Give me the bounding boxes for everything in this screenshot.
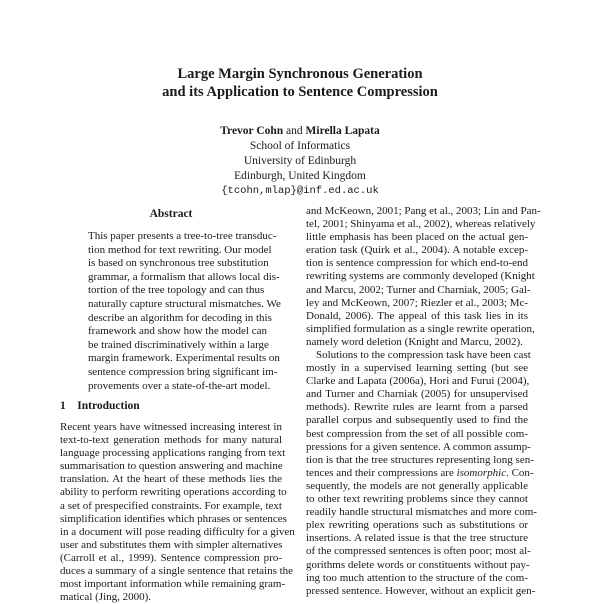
affiliation-line: Edinburgh, United Kingdom: [234, 170, 366, 182]
text-line: Donald, 2006). The appeal of this task lies in its: [306, 309, 528, 322]
intro-body: [60, 421, 295, 604]
text-line: naturally capture structural mismatches. We: [88, 297, 281, 310]
author-conjunction: and: [286, 125, 303, 137]
text-line: plex rewriting operations such as substitutions or: [306, 519, 528, 532]
text-line: translation. At the heart of these methods lies the: [60, 473, 282, 486]
text-line: simplified formulation as a single rewrite operation,: [306, 322, 535, 335]
right-paragraph-2: [306, 349, 537, 598]
text-line: margin framework. Experimental results on: [88, 352, 280, 365]
abstract-heading: Abstract: [149, 208, 193, 220]
section-heading: [60, 400, 282, 412]
authors: [0, 125, 600, 137]
affiliation-line: School of Informatics: [249, 140, 351, 152]
text-line: of the compressed sentences is often poor; most al-: [306, 545, 531, 558]
author-1: Trevor Cohn: [220, 125, 284, 137]
text-line: eration task (Quirk et al., 2004). A notable excep-: [306, 244, 528, 257]
text-line: a set of prespecified constraints. For example, text: [60, 499, 282, 512]
text-line: ing too much attention to the structure of the com-: [306, 571, 528, 584]
text-line: grammar, a formalism that allows local dis-: [88, 270, 280, 283]
text-line: parallel corpus and subsequently used to find the: [306, 414, 528, 427]
text-line: best compression from the set of all possible com-: [306, 427, 528, 440]
text-line: provements over a state-of-the-art model.: [88, 379, 271, 392]
text-line: matical (Jing, 2000).: [60, 591, 152, 604]
author-2: Mirella Lapata: [305, 125, 380, 137]
text-line: tel, 2001; Shinyama et al., 2002), whereas relatively: [306, 218, 536, 231]
text-line: ley and McKeown, 2007; Riezler et al., 2003; Mc-: [306, 296, 529, 309]
text-line: text-to-text generation methods for many natural: [60, 434, 282, 447]
text-line: namely word deletion (Knight and Marcu, 2002).: [306, 335, 523, 348]
text-line: and Marcu, 2002; Turner and Charniak, 2005; Gal-: [306, 283, 531, 296]
text-line: simplification identifies which phrases or sentences: [60, 512, 287, 525]
text-line: and McKeown, 2001; Pang et al., 2003; Lin and Pan-: [306, 205, 541, 217]
text-line: duces a summary of a single sentence that retains the: [60, 565, 294, 578]
author-email: {tcohn,mlap}@inf.ed.ac.uk: [221, 185, 379, 197]
section-number: 1: [60, 400, 66, 412]
text-line: Clarke and Lapata (2006a), Hori and Furui (2004),: [306, 375, 530, 388]
text-line: readily handle structural mismatches and more com-: [306, 506, 537, 519]
paper-title-line-2: and its Application to Sentence Compression: [162, 84, 438, 100]
text-line: most important information while remaining gram-: [60, 578, 286, 591]
text-line: gorithms delete words or constituents without pay-: [306, 558, 530, 571]
text-line: pressed sentence. However, without an explicit gen-: [306, 584, 536, 597]
text-line: mostly in a supervised learning setting (but see: [306, 362, 528, 375]
text-line: to other text rewriting problems since they cannot: [306, 493, 528, 506]
text-line: sequently, the models are not generally applicable: [306, 479, 528, 492]
text-line: framework and show how the model can: [88, 325, 268, 338]
right-paragraph-1: [306, 205, 541, 349]
text-line: tion is sentence compression for which end-to-end: [306, 257, 528, 270]
section-title: Introduction: [77, 400, 140, 412]
text-line: Recent years have witnessed increasing interest in: [60, 421, 282, 433]
abstract-body: [88, 230, 281, 393]
text-line: sentence compression bring significant im-: [88, 365, 278, 378]
text-line: tion method for text rewriting. Our model: [88, 243, 272, 256]
text-line: is based on synchronous tree substitution: [88, 257, 269, 270]
text-line: This paper presents a tree-to-tree transduc-: [88, 230, 277, 242]
text-line: ability to perform rewriting operations according to: [60, 486, 287, 499]
text-line: tion is that the tree structures representing long sen-: [306, 453, 534, 466]
text-line: rewriting systems are commonly developed (Knight: [306, 270, 535, 283]
text-line: describe an algorithm for decoding in this: [88, 311, 272, 324]
text-line: language processing applications ranging from text: [60, 447, 286, 460]
text-line: tortion of the tree topology and can thus: [88, 284, 265, 297]
paper-title-line-1: Large Margin Synchronous Generation: [177, 66, 423, 82]
text-line: user and substitutes them with simpler alternatives: [60, 538, 283, 551]
text-line: pressions for a given sentence. A common assump-: [306, 440, 531, 453]
affiliation-line: University of Edinburgh: [243, 155, 357, 167]
text-line: tences and their compressions are isomorphic. Con-: [306, 466, 534, 479]
text-line: methods). Rewrite rules are learnt from a parsed: [306, 401, 528, 414]
text-line: little emphasis has been placed on the actual gen-: [306, 231, 528, 244]
text-line: insertions. A related issue is that the tree structure: [306, 532, 528, 545]
text-line: be trained discriminatively within a large: [88, 338, 269, 351]
text-line: summarisation to question answering and machine: [60, 460, 283, 473]
text-line: and Turner and Charniak (2005) for unsupervised: [306, 388, 528, 401]
text-line: Solutions to the compression task have been cast: [316, 349, 531, 361]
text-line: (Carroll et al., 1999). Sentence compression pro-: [60, 551, 282, 564]
text-line: in a document will pose reading difficulty for a given: [60, 525, 295, 538]
